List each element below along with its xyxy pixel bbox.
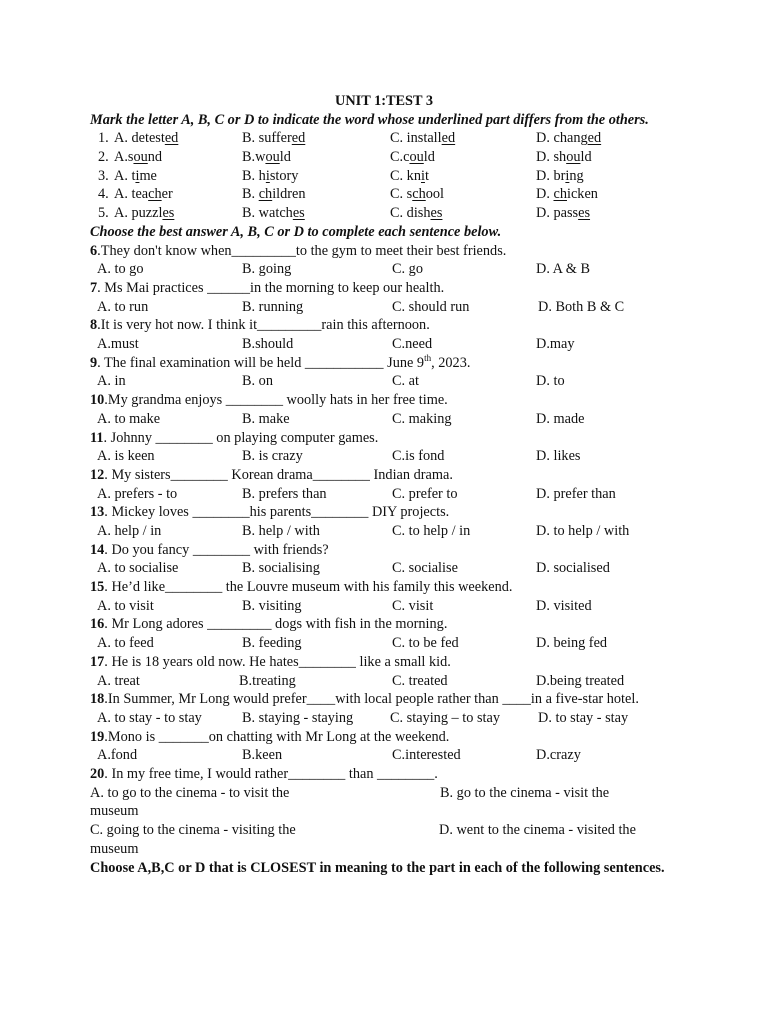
option-d: D. to stay - stay	[538, 709, 629, 726]
option-a: A. to feed	[97, 635, 154, 652]
underlined-part: ou	[409, 149, 424, 166]
option-b: B. make	[242, 410, 290, 427]
option-continuation: museum	[90, 803, 139, 820]
option-c: C.interested	[392, 747, 461, 764]
option-b: B. watches	[242, 205, 305, 222]
question-number: 10	[90, 392, 105, 409]
question-stem: 6.They don't know when_________to the gym to meet their best friends.	[90, 242, 507, 259]
option-a: A. to stay - to stay	[97, 709, 202, 726]
question-row	[90, 185, 690, 204]
superscript: th	[424, 352, 432, 363]
option-b: B.keen	[242, 747, 283, 764]
question-number: 2.	[98, 149, 109, 166]
option-a: A. to go to the cinema - to visit the	[90, 784, 290, 801]
question-number: 19	[90, 728, 105, 745]
question-number: 7	[90, 279, 98, 296]
options-row	[90, 522, 690, 541]
option-d: D. Both B & C	[538, 298, 625, 315]
options-row	[90, 335, 690, 354]
underlined-part: ed	[441, 130, 456, 147]
options-row	[90, 672, 690, 691]
underlined-part: ou	[133, 149, 148, 166]
question-number: 8	[90, 317, 98, 334]
question-stem: 17. He is 18 years old now. He hates________ like a small kid.	[90, 653, 451, 670]
underlined-part: es	[292, 205, 305, 222]
question-stem: 7. Ms Mai practices ______in the morning to keep our health.	[90, 279, 445, 296]
options-row	[90, 559, 690, 578]
question-stem: 14. Do you fancy ________ with friends?	[90, 541, 329, 558]
option-c: C. to be fed	[392, 635, 459, 652]
option-d: D. being fed	[536, 635, 608, 652]
option-c: C.is fond	[392, 448, 445, 465]
option-a: A. help / in	[97, 522, 162, 539]
option-d: D. prefer than	[536, 485, 616, 502]
option-a: A.must	[97, 336, 139, 353]
question-number: 18	[90, 691, 105, 708]
question-stem: 8.It is very hot now. I think it_________rain this afternoon.	[90, 317, 430, 334]
section3-instruction: Choose A,B,C or D that is CLOSEST in meaning to the part in each of the following sentences.	[90, 859, 665, 876]
option-c: C. treated	[392, 672, 448, 689]
option-a: A. to go	[97, 261, 144, 278]
option-b: B. is crazy	[242, 448, 303, 465]
option-b: B. visiting	[242, 597, 302, 614]
option-b: B.would	[242, 149, 291, 166]
question-number: 14	[90, 541, 105, 558]
question-row	[90, 148, 690, 167]
options-row	[90, 260, 690, 279]
question-number: 1.	[98, 130, 109, 147]
option-d: D.may	[536, 336, 575, 353]
question-stem: 15. He’d like________ the Louvre museum with his family this weekend.	[90, 579, 513, 596]
options-row	[90, 410, 690, 429]
question-number: 12	[90, 466, 105, 483]
underlined-part: es	[162, 205, 175, 222]
option-b: B. on	[242, 373, 273, 390]
option-a: A. detested	[114, 130, 179, 147]
option-d: D.crazy	[536, 747, 581, 764]
underlined-part: ou	[566, 149, 581, 166]
option-d: D.being treated	[536, 672, 625, 689]
option-b: B. feeding	[242, 635, 302, 652]
options-row	[90, 372, 690, 391]
option-c: C. dishes	[390, 205, 443, 222]
question-stem: 13. Mickey loves ________his parents________ DIY projects.	[90, 504, 450, 521]
option-a: A. to run	[97, 298, 149, 315]
option-a: A. to socialise	[97, 560, 179, 577]
underlined-part: i	[420, 167, 425, 184]
option-c: C. at	[392, 373, 420, 390]
question-number: 15	[90, 579, 105, 596]
option-c: C. school	[390, 186, 445, 203]
grammar-questions	[90, 242, 690, 859]
option-c: C. visit	[392, 597, 434, 614]
option-d: D. A & B	[536, 261, 591, 278]
underlined-part: ch	[148, 186, 162, 203]
question-number: 11	[90, 429, 104, 446]
option-d: D. chicken	[536, 186, 598, 203]
underlined-part: i	[135, 167, 140, 184]
options-row	[90, 634, 690, 653]
option-d: D. bring	[536, 167, 584, 184]
option-pair	[90, 821, 690, 858]
option-c: C. installed	[390, 130, 456, 147]
option-a: A. prefers - to	[97, 485, 178, 502]
question-stem: 16. Mr Long adores _________ dogs with fish in the morning.	[90, 616, 448, 633]
option-c: C. staying – to stay	[390, 709, 501, 726]
option-a: A. puzzles	[114, 205, 175, 222]
pronunciation-questions	[90, 129, 690, 222]
option-b: B. children	[242, 186, 306, 203]
question-stem: 11. Johnny ________ on playing computer games.	[90, 429, 379, 446]
question-row	[90, 167, 690, 186]
question-number: 3.	[98, 167, 109, 184]
option-d: D. socialised	[536, 560, 610, 577]
question-number: 5.	[98, 205, 109, 222]
option-b: B. going	[242, 261, 292, 278]
option-b: B.treating	[239, 672, 296, 689]
option-c: C. socialise	[392, 560, 458, 577]
option-b: B. suffered	[242, 130, 306, 147]
section1-instruction: Mark the letter A, B, C or D to indicate the word whose underlined part differs from the others.	[90, 111, 649, 128]
option-continuation: museum	[90, 840, 139, 857]
question-stem: 18.In Summer, Mr Long would prefer____with local people rather than ____in a five-star hotel.	[90, 691, 639, 708]
underlined-part: ed	[164, 130, 179, 147]
question-number: 16	[90, 616, 105, 633]
option-d: D. likes	[536, 448, 581, 465]
option-b: B. staying - staying	[242, 709, 354, 726]
option-c: C. knit	[390, 167, 429, 184]
test-document	[90, 92, 690, 877]
question-stem: 10.My grandma enjoys ________ woolly hats in her free time.	[90, 392, 448, 409]
option-a: A. to make	[97, 410, 161, 427]
option-b: B. socialising	[242, 560, 320, 577]
option-a: A. in	[97, 373, 126, 390]
option-c: C. should run	[392, 298, 470, 315]
question-number: 4.	[98, 186, 109, 203]
underlined-part: i	[265, 167, 270, 184]
question-row	[90, 129, 690, 148]
page-title: UNIT 1:TEST 3	[335, 93, 433, 109]
underlined-part: ed	[291, 130, 306, 147]
options-row	[90, 447, 690, 466]
option-d: D. to help / with	[536, 522, 630, 539]
underlined-part: ed	[587, 130, 602, 147]
question-number: 17	[90, 653, 105, 670]
underlined-part: ch	[553, 186, 567, 203]
option-b: B. help / with	[242, 522, 320, 539]
options-row	[90, 597, 690, 616]
option-a: A. treat	[97, 672, 140, 689]
section2-instruction: Choose the best answer A, B, C or D to complete each sentence below.	[90, 223, 502, 240]
option-c: C. prefer to	[392, 485, 458, 502]
option-d: D. went to the cinema - visited the	[439, 822, 636, 839]
underlined-part: ou	[265, 149, 280, 166]
options-row	[90, 298, 690, 317]
option-a: A. time	[114, 167, 157, 184]
option-d: D. should	[536, 149, 592, 166]
option-b: B.should	[242, 336, 294, 353]
question-stem: 9. The final examination will be held ___________ June 9th, 2023.	[90, 352, 471, 371]
option-c: C.need	[392, 336, 433, 353]
option-d: D. made	[536, 410, 585, 427]
option-a: A. to visit	[97, 597, 154, 614]
option-a: A. is keen	[97, 448, 155, 465]
question-number: 20	[90, 766, 105, 783]
options-row	[90, 709, 690, 728]
option-b: B. go to the cinema - visit the	[440, 784, 610, 801]
option-d: D. to	[536, 373, 565, 390]
question-stem: 20. In my free time, I would rather________ than ________.	[90, 766, 438, 783]
option-pair	[90, 784, 690, 821]
question-number: 6	[90, 242, 98, 259]
option-c: C. going to the cinema - visiting the	[90, 822, 296, 839]
option-a: A.fond	[97, 747, 138, 764]
option-b: B. history	[242, 167, 299, 184]
options-row	[90, 485, 690, 504]
option-c: C. making	[392, 410, 452, 427]
option-b: B. prefers than	[242, 485, 327, 502]
underlined-part: es	[430, 205, 443, 222]
option-c: C. go	[392, 261, 423, 278]
question-stem: 12. My sisters________ Korean drama________ Indian drama.	[90, 466, 453, 483]
option-b: B. running	[242, 298, 304, 315]
option-d: D. changed	[536, 130, 602, 147]
underlined-part: i	[565, 167, 570, 184]
options-row	[90, 746, 690, 765]
option-c: C.could	[390, 149, 435, 166]
underlined-part: ch	[258, 186, 273, 203]
option-d: D. visited	[536, 597, 592, 614]
question-number: 9	[90, 354, 98, 371]
option-d: D. passes	[536, 205, 591, 222]
option-a: A. teacher	[114, 186, 173, 203]
question-row	[90, 204, 690, 223]
question-stem: 19.Mono is _______on chatting with Mr Long at the weekend.	[90, 728, 450, 745]
question-number: 13	[90, 504, 105, 521]
option-c: C. to help / in	[392, 522, 471, 539]
option-a: A.sound	[114, 149, 163, 166]
underlined-part: ch	[412, 186, 426, 203]
underlined-part: es	[578, 205, 591, 222]
